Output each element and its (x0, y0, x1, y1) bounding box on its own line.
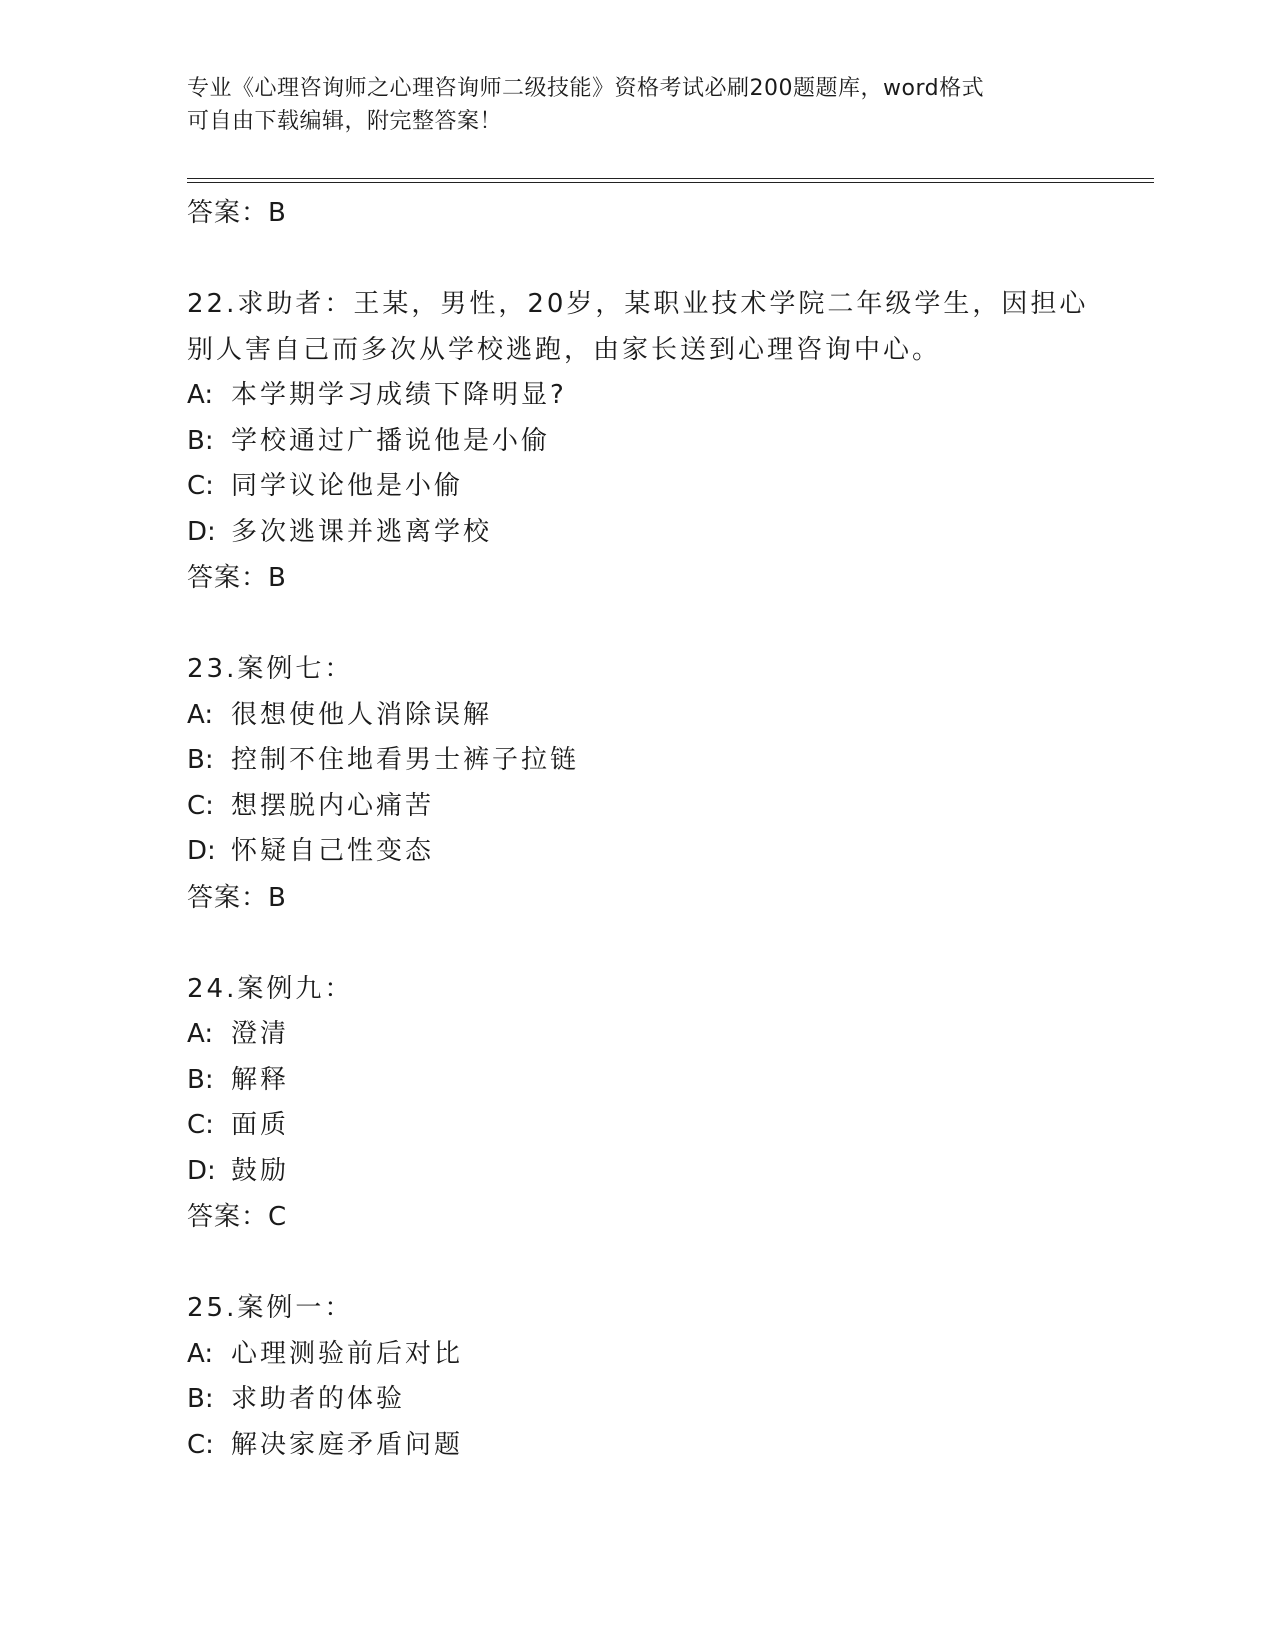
option-a (187, 373, 1147, 419)
option-b (187, 1377, 1147, 1423)
option-text: 很想使他人消除误解 (231, 699, 493, 730)
option-c (187, 1103, 1147, 1149)
option-b (187, 419, 1147, 465)
option-letter: D: (187, 836, 216, 866)
option-letter: D: (187, 1155, 216, 1186)
option-letter: B: (187, 1064, 214, 1095)
option-b (187, 1058, 1147, 1104)
option-letter: A: (187, 1019, 214, 1049)
header-divider (187, 178, 1154, 183)
option-d (187, 1149, 1147, 1195)
question-stem: 22.求助者：王某，男性，20岁，某职业技术学院二年级学生，因担心 (187, 289, 1089, 319)
answer-line: 答案：B (187, 882, 287, 913)
question-24 (187, 967, 1147, 1241)
option-a (187, 693, 1147, 739)
option-c (187, 784, 1147, 830)
option-letter: B: (187, 745, 214, 775)
question-stem: 23.案例七： (187, 654, 354, 684)
answer-line: 答案：B (187, 198, 287, 228)
option-text: 鼓励 (231, 1155, 290, 1186)
option-text: 怀疑自己性变态 (231, 836, 435, 866)
option-text: 本学期学习成绩下降明显? (231, 380, 567, 410)
question-stem: 24.案例九： (187, 973, 354, 1004)
option-text: 求助者的体验 (231, 1384, 406, 1414)
option-text: 学校通过广播说他是小偷 (231, 425, 551, 456)
answer-line: 答案：B (187, 563, 287, 593)
option-letter: A: (187, 1338, 214, 1369)
option-text: 心理测验前后对比 (231, 1338, 464, 1369)
option-a (187, 1332, 1147, 1378)
option-c (187, 1423, 1147, 1469)
option-letter: C: (187, 790, 214, 821)
option-text: 澄清 (231, 1019, 290, 1049)
option-text: 解释 (231, 1064, 290, 1095)
question-25 (187, 1286, 1147, 1468)
option-letter: A: (187, 380, 214, 410)
question-stem-continued: 别人害自己而多次从学校逃跑，由家长送到心理咨询中心。 (187, 334, 942, 365)
question-stem: 25.案例一： (187, 1293, 354, 1323)
option-text: 解决家庭矛盾问题 (231, 1429, 464, 1460)
document-body (187, 190, 1147, 1468)
option-d (187, 829, 1147, 875)
option-letter: A: (187, 699, 214, 730)
option-text: 同学议论他是小偷 (231, 471, 464, 501)
option-text: 多次逃课并逃离学校 (231, 516, 493, 547)
option-letter: B: (187, 1384, 214, 1414)
document-header (187, 72, 1087, 138)
option-text: 面质 (231, 1110, 290, 1140)
option-letter: D: (187, 516, 216, 547)
header-line-2: 可自由下载编辑，附完整答案！ (187, 109, 503, 134)
answer-line: 答案：C (187, 1202, 288, 1232)
option-letter: C: (187, 1429, 214, 1460)
option-text: 想摆脱内心痛苦 (231, 790, 435, 821)
option-a (187, 1012, 1147, 1058)
option-d (187, 510, 1147, 556)
option-letter: B: (187, 425, 214, 456)
question-22 (187, 282, 1147, 601)
option-letter: C: (187, 471, 214, 501)
header-line-1: 专业《心理咨询师之心理咨询师二级技能》资格考试必刷200题题库，word格式 (187, 76, 985, 101)
option-letter: C: (187, 1110, 214, 1140)
option-text: 控制不住地看男士裤子拉链 (231, 745, 580, 775)
option-c (187, 464, 1147, 510)
question-23 (187, 647, 1147, 921)
option-b (187, 738, 1147, 784)
